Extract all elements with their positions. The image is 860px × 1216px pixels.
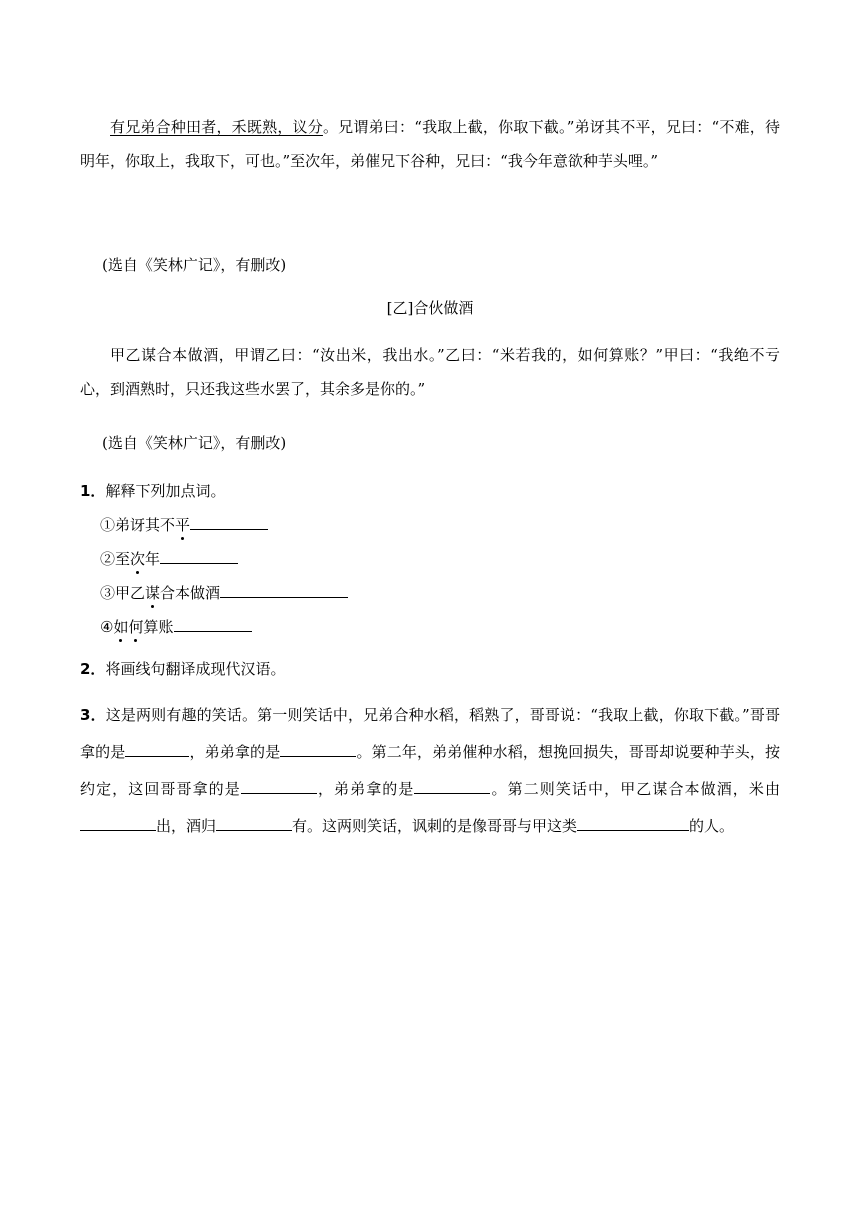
answer-blank[interactable] <box>125 742 189 757</box>
answer-blank[interactable] <box>220 583 348 598</box>
dotted-char: 谋 <box>145 584 161 602</box>
passage-yi-title: [乙]合伙做酒 <box>386 299 474 317</box>
q1-item-1: ①弟讶其不平 <box>100 514 268 535</box>
answer-blank[interactable] <box>241 779 317 794</box>
answer-blank[interactable] <box>174 617 252 632</box>
question-1-text: 解释下列加点词。 <box>105 482 226 500</box>
question-2-text: 将画线句翻译成现代汉语。 <box>105 660 286 678</box>
q1-item-3: ③甲乙谋合本做酒 <box>100 582 348 603</box>
dotted-char: 何 <box>128 618 144 636</box>
q1-item-4: ④如何算账 <box>100 616 252 637</box>
question-3: 3．这是两则有趣的笑话。第一则笑话中，兄弟合种水稻，稻熟了，哥哥说：“我取上截，你取下截。”哥哥拿的是 ，弟弟拿的是 。第二年，弟弟催种水稻，想挽回损失，哥哥却说要种芋头，按约定，这回哥哥拿的是 ，弟弟拿的是 。第二则笑话中，甲乙谋合本做酒，米由出，酒归 有。这两则笑话，讽刺的是像哥哥与甲这类 的人。 <box>80 706 781 835</box>
question-2 <box>80 658 285 679</box>
answer-blank[interactable] <box>190 515 268 530</box>
passage-yi-text: 甲乙谋合本做酒，甲谓乙曰：“汝出米，我出水。”乙曰：“米若我的，如何算账？”甲曰：“我绝不亏心，到酒熟时，只还我这些水罢了，其余多是你的。” <box>80 346 780 398</box>
passage-jia-rest: 。兄谓弟曰：“我取上截，你取下截。”弟讶其不平，兄曰：“不难，待明年，你取上，我取下，可也。”至次年，弟催兄下谷种，兄曰：“我今年意欲种芋头哩。” <box>80 118 780 170</box>
answer-blank[interactable] <box>280 742 356 757</box>
answer-blank[interactable] <box>80 816 156 831</box>
passage-jia-source: (选自《笑林广记》，有删改) <box>102 256 287 274</box>
question-1-number: 1． <box>80 482 106 500</box>
answer-blank[interactable] <box>160 549 238 564</box>
dotted-char: 如 <box>113 618 129 636</box>
answer-blank[interactable] <box>414 779 490 794</box>
question-1 <box>80 480 225 501</box>
question-3-number: 3． <box>80 706 106 724</box>
answer-blank[interactable] <box>216 816 292 831</box>
question-2-number: 2． <box>80 660 106 678</box>
passage-yi-source: (选自《笑林广记》，有删改) <box>102 434 287 452</box>
underlined-sentence: 有兄弟合种田者，禾既熟，议分 <box>110 118 323 136</box>
dotted-char: 次 <box>130 550 146 568</box>
q1-item-2: ②至次年 <box>100 548 238 569</box>
passage-jia-text <box>80 110 780 178</box>
dotted-char: 平 <box>175 516 191 534</box>
answer-blank[interactable] <box>577 816 689 831</box>
